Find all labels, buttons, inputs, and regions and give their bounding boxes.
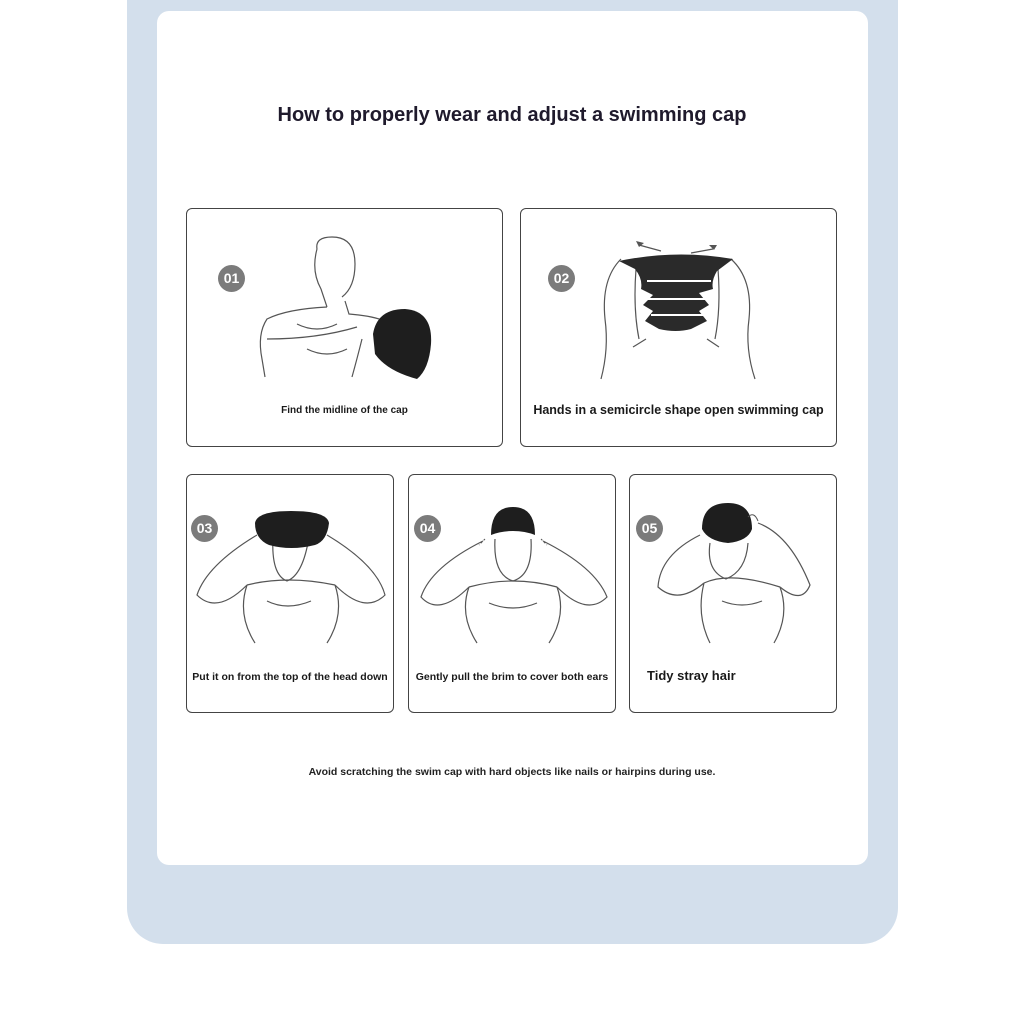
- pull-brim-over-ears-icon: [409, 475, 616, 655]
- step-panel-02: [520, 208, 837, 447]
- page-title: How to properly wear and adjust a swimming cap: [277, 104, 747, 126]
- step-panel-05: [629, 474, 837, 713]
- step-caption: Tidy stray hair: [647, 668, 736, 683]
- care-note: Avoid scratching the swim cap with hard objects like nails or hairpins during use.: [308, 766, 716, 778]
- step-caption: Put it on from the top of the head down: [192, 671, 388, 683]
- step-number-badge: 01: [218, 265, 245, 292]
- step-number-badge: 05: [636, 515, 663, 542]
- hands-stretching-cap-icon: [521, 209, 837, 389]
- step-caption: Hands in a semicircle shape open swimming cap: [533, 403, 824, 417]
- cap-on-head-top-icon: [187, 475, 394, 655]
- step-panel-01: [186, 208, 503, 447]
- step-panel-04: [408, 474, 616, 713]
- step-caption: Find the midline of the cap: [281, 405, 408, 416]
- tidy-hair-icon: [630, 475, 837, 655]
- step-panel-03: [186, 474, 394, 713]
- step-number-badge: 02: [548, 265, 575, 292]
- step-caption: Gently pull the brim to cover both ears: [415, 671, 609, 683]
- step-number-badge: 03: [191, 515, 218, 542]
- step-number-badge: 04: [414, 515, 441, 542]
- man-holding-cap-icon: [187, 209, 503, 389]
